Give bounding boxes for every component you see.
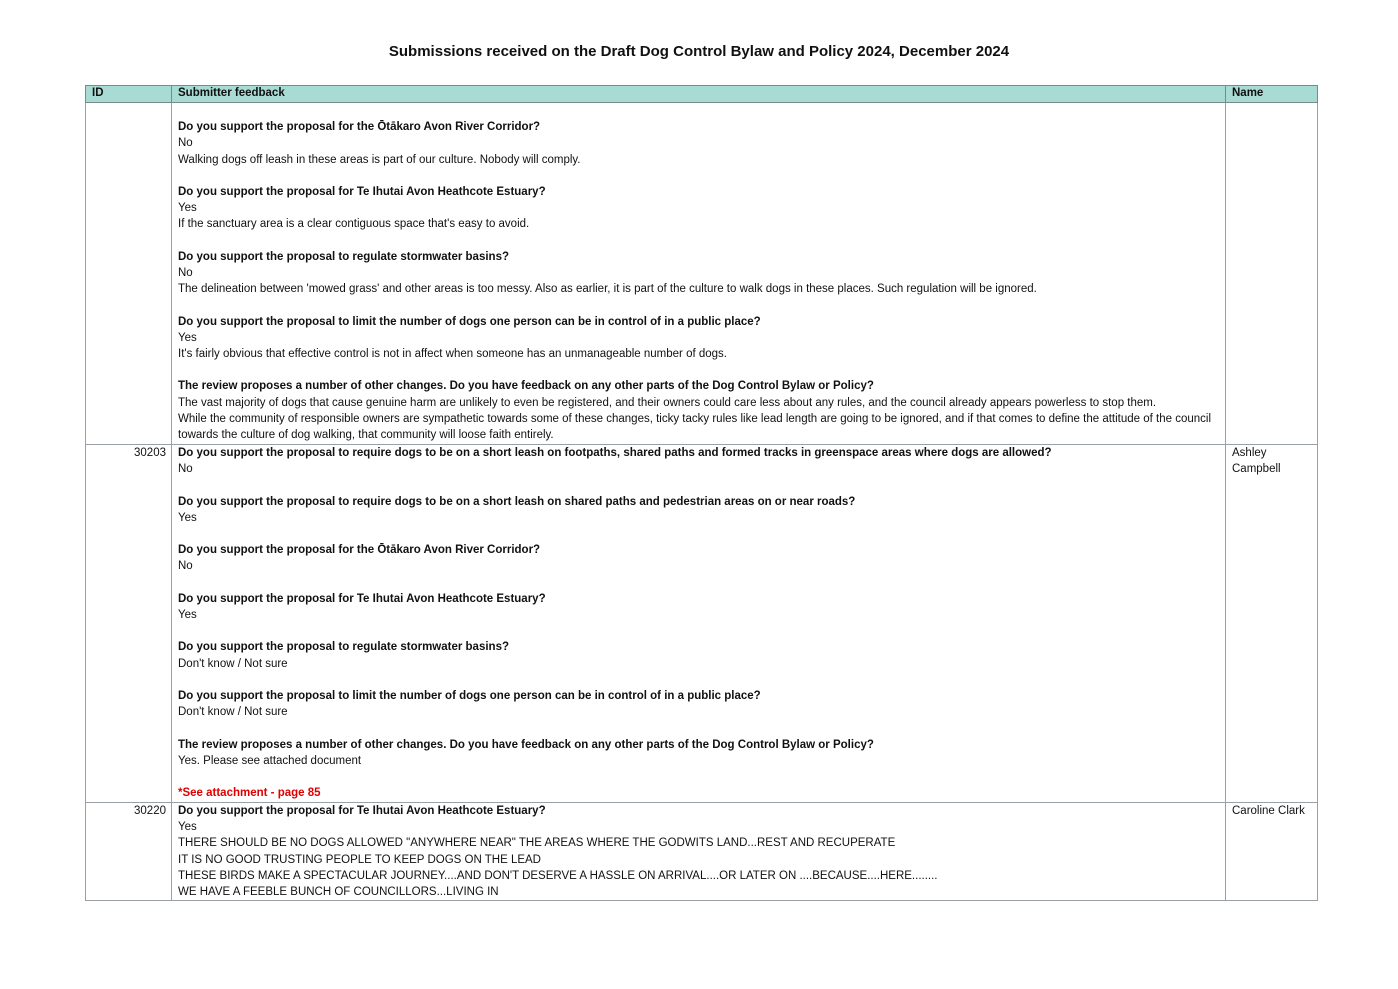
feedback-answer: Yes. Please see attached document — [178, 754, 362, 767]
feedback-question: Do you support the proposal for Te Ihutai Avon Heathcote Estuary? — [178, 805, 546, 817]
feedback-answer: Yes — [178, 821, 197, 834]
column-header-feedback: Submitter feedback — [172, 86, 1226, 103]
table-row — [86, 103, 1318, 445]
feedback-comment: If the sanctuary area is a clear contiguous space that's easy to avoid. — [178, 218, 530, 231]
feedback-question: Do you support the proposal for the Ōtākaro Avon River Corridor? — [178, 121, 541, 134]
feedback-comment: The delineation between 'mowed grass' and other areas is too messy. Also as earlier, it is part of the culture to walk dogs in these places. Such regulation will be ignored. — [178, 283, 1037, 296]
feedback-answer: Yes — [178, 202, 197, 215]
submitter-feedback — [172, 803, 1226, 901]
feedback-answer: No — [178, 560, 193, 573]
submitter-feedback — [172, 445, 1226, 803]
column-header-id: ID — [86, 86, 172, 103]
submission-id: 30220 — [86, 803, 172, 901]
submissions-table — [85, 85, 1318, 901]
submission-id — [86, 103, 172, 445]
feedback-question: Do you support the proposal to regulate stormwater basins? — [178, 250, 509, 263]
table-row — [86, 803, 1318, 901]
feedback-answer: No — [178, 137, 193, 150]
feedback-question: Do you support the proposal for the Ōtākaro Avon River Corridor? — [178, 544, 541, 557]
feedback-comment-line: THERE SHOULD BE NO DOGS ALLOWED "ANYWHERE NEAR" THE AREAS WHERE THE GODWITS LAND...REST AND RECUPERATE — [178, 837, 896, 850]
submitter-name: Ashley Campbell — [1226, 445, 1318, 803]
feedback-comment: Walking dogs off leash in these areas is part of our culture. Nobody will comply. — [178, 153, 581, 166]
feedback-question: Do you support the proposal to require dogs to be on a short leash on footpaths, shared paths and formed tracks in greenspace areas where dogs are allowed? — [178, 447, 1052, 459]
feedback-comment: While the community of responsible owners are sympathetic towards some of these changes, ticky tacky rules like lead length are going to be ignored, and if that comes to define the attitude of the council towards the culture of dog walking, that community will loose faith entirely. — [178, 412, 1212, 441]
attachment-note: *See attachment - page 85 — [178, 787, 321, 800]
feedback-answer: No — [178, 266, 193, 279]
feedback-answer: Don't know / Not sure — [178, 657, 288, 670]
feedback-answer: Yes — [178, 608, 197, 621]
feedback-question: Do you support the proposal to limit the number of dogs one person can be in control of in a public place? — [178, 689, 761, 702]
feedback-question: The review proposes a number of other changes. Do you have feedback on any other parts of the Dog Control Bylaw or Policy? — [178, 380, 874, 393]
feedback-question: Do you support the proposal to limit the number of dogs one person can be in control of in a public place? — [178, 315, 761, 328]
feedback-question: The review proposes a number of other changes. Do you have feedback on any other parts of the Dog Control Bylaw or Policy? — [178, 738, 874, 751]
feedback-comment: It's fairly obvious that effective control is not in affect when someone has an unmanageable number of dogs. — [178, 347, 727, 360]
feedback-comment-line: WE HAVE A FEEBLE BUNCH OF COUNCILLORS...LIVING IN — [178, 886, 499, 899]
table-header-row — [86, 86, 1318, 103]
feedback-question: Do you support the proposal to require dogs to be on a short leash on shared paths and pedestrian areas on or near roads? — [178, 495, 856, 508]
feedback-comment-line: THESE BIRDS MAKE A SPECTACULAR JOURNEY....AND DON'T DESERVE A HASSLE ON ARRIVAL....OR LATER ON ....BECAUSE....HERE........ — [178, 869, 938, 882]
feedback-answer: No — [178, 463, 193, 476]
feedback-question: Do you support the proposal to regulate stormwater basins? — [178, 641, 509, 654]
feedback-comment-line: IT IS NO GOOD TRUSTING PEOPLE TO KEEP DOGS ON THE LEAD — [178, 853, 541, 866]
feedback-answer: Don't know / Not sure — [178, 706, 288, 719]
submitter-name — [1226, 103, 1318, 445]
column-header-name: Name — [1226, 86, 1318, 103]
document-title: Submissions received on the Draft Dog Control Bylaw and Policy 2024, December 2024 — [388, 43, 1010, 60]
feedback-answer: The vast majority of dogs that cause genuine harm are unlikely to even be registered, and their owners could care less about any rules, and the council already appears powerless to stop them. — [178, 396, 1157, 409]
feedback-answer: Yes — [178, 511, 197, 524]
table-row — [86, 445, 1318, 803]
feedback-answer: Yes — [178, 331, 197, 344]
submission-id: 30203 — [86, 445, 172, 803]
submitter-name: Caroline Clark — [1226, 803, 1318, 901]
submitter-feedback — [172, 103, 1226, 445]
feedback-question: Do you support the proposal for Te Ihutai Avon Heathcote Estuary? — [178, 185, 546, 198]
feedback-question: Do you support the proposal for Te Ihutai Avon Heathcote Estuary? — [178, 592, 546, 605]
